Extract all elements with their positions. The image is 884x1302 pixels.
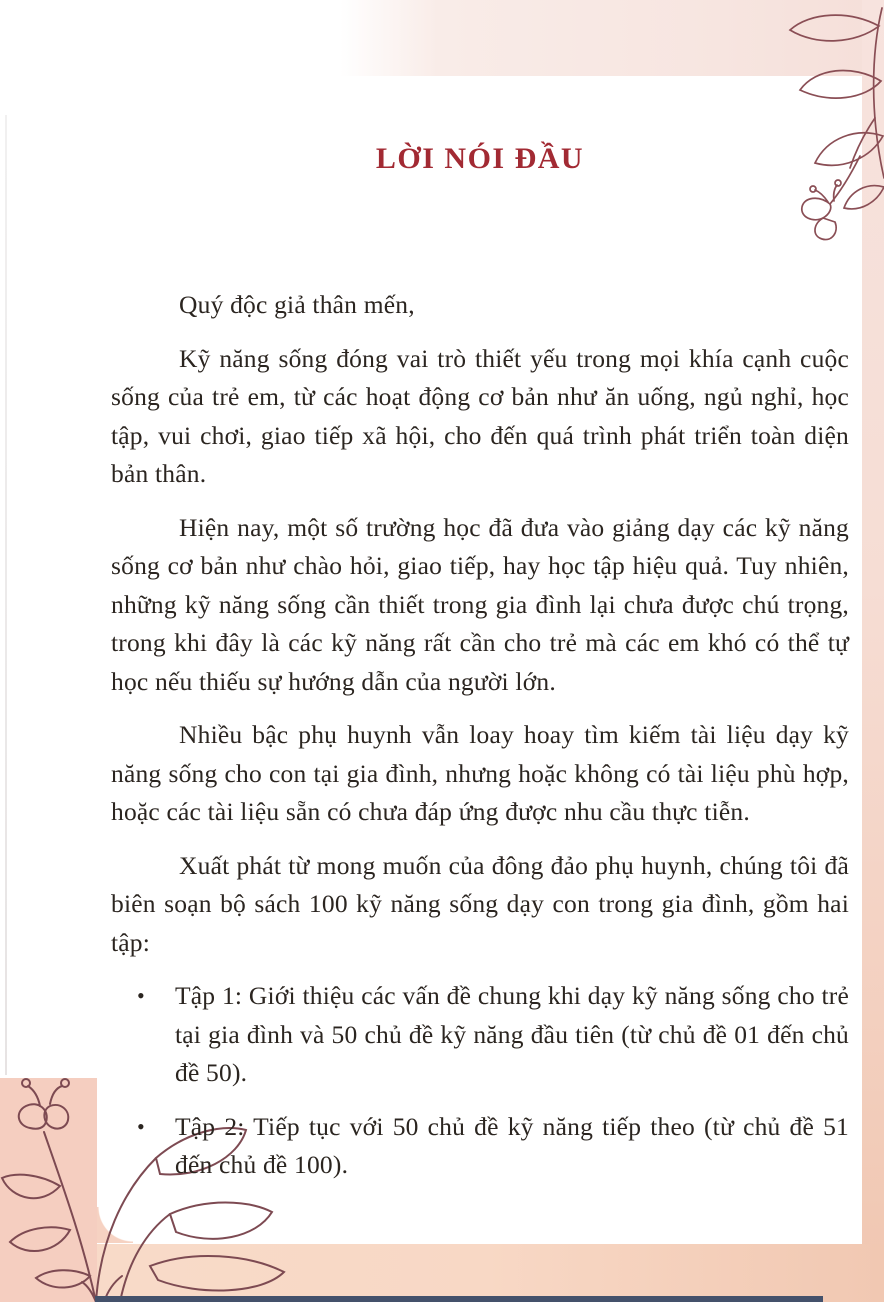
page-title: LỜI NÓI ĐẦU xyxy=(375,142,585,175)
paragraph: Kỹ năng sống đóng vai trò thiết yếu trong mọi khía cạnh cuộc sống của trẻ em, từ các hoạt động cơ bản như ăn uống, ngủ nghỉ, học tập, vui chơi, giao tiếp xã hội, cho đến quá trình phát triển toàn diện bản thân. xyxy=(111,343,849,488)
list-item xyxy=(111,1108,849,1185)
paragraph: Nhiều bậc phụ huynh vẫn loay hoay tìm kiếm tài liệu dạy kỹ năng sống cho con tại gia đình, nhưng hoặc không có tài liệu phù hợp, hoặc các tài liệu sẵn có chưa đáp ứng được nhu cầu thực tiễn. xyxy=(111,720,849,826)
paragraph: Hiện nay, một số trường học đã đưa vào giảng dạy các kỹ năng sống cơ bản như chào hỏi, giao tiếp, hay học tập hiệu quả. Tuy nhiên, những kỹ năng sống cần thiết trong gia đình lại chưa được chú trọng, trong khi đây là các kỹ năng rất cần cho trẻ mà các em khó có thể tự học nếu thiếu sự hướng dẫn của người lớn. xyxy=(111,512,849,696)
list-item xyxy=(111,977,849,1093)
greeting-line: Quý độc giả thân mến, xyxy=(179,290,415,319)
list-item-text: Tập 2: Tiếp tục với 50 chủ đề kỹ năng tiếp theo (từ chủ đề 51 đến chủ đề 100). xyxy=(175,1111,849,1179)
paragraph: Xuất phát từ mong muốn của đông đảo phụ huynh, chúng tôi đã biên soạn bộ sách 100 kỹ năng sống dạy con trong gia đình, gồm hai tập: xyxy=(111,850,849,957)
page-edge-shadow xyxy=(5,115,7,1075)
page-content xyxy=(111,142,849,1185)
bottom-edge-bar xyxy=(95,1296,823,1302)
bullet-icon: • xyxy=(137,1113,145,1139)
bullet-icon: • xyxy=(137,983,145,1008)
list-item-text: Tập 1: Giới thiệu các vấn đề chung khi dạy kỹ năng sống cho trẻ tại gia đình và 50 chủ đề kỹ năng đầu tiên (từ chủ đề 01 đến chủ đề 50). xyxy=(175,981,849,1087)
